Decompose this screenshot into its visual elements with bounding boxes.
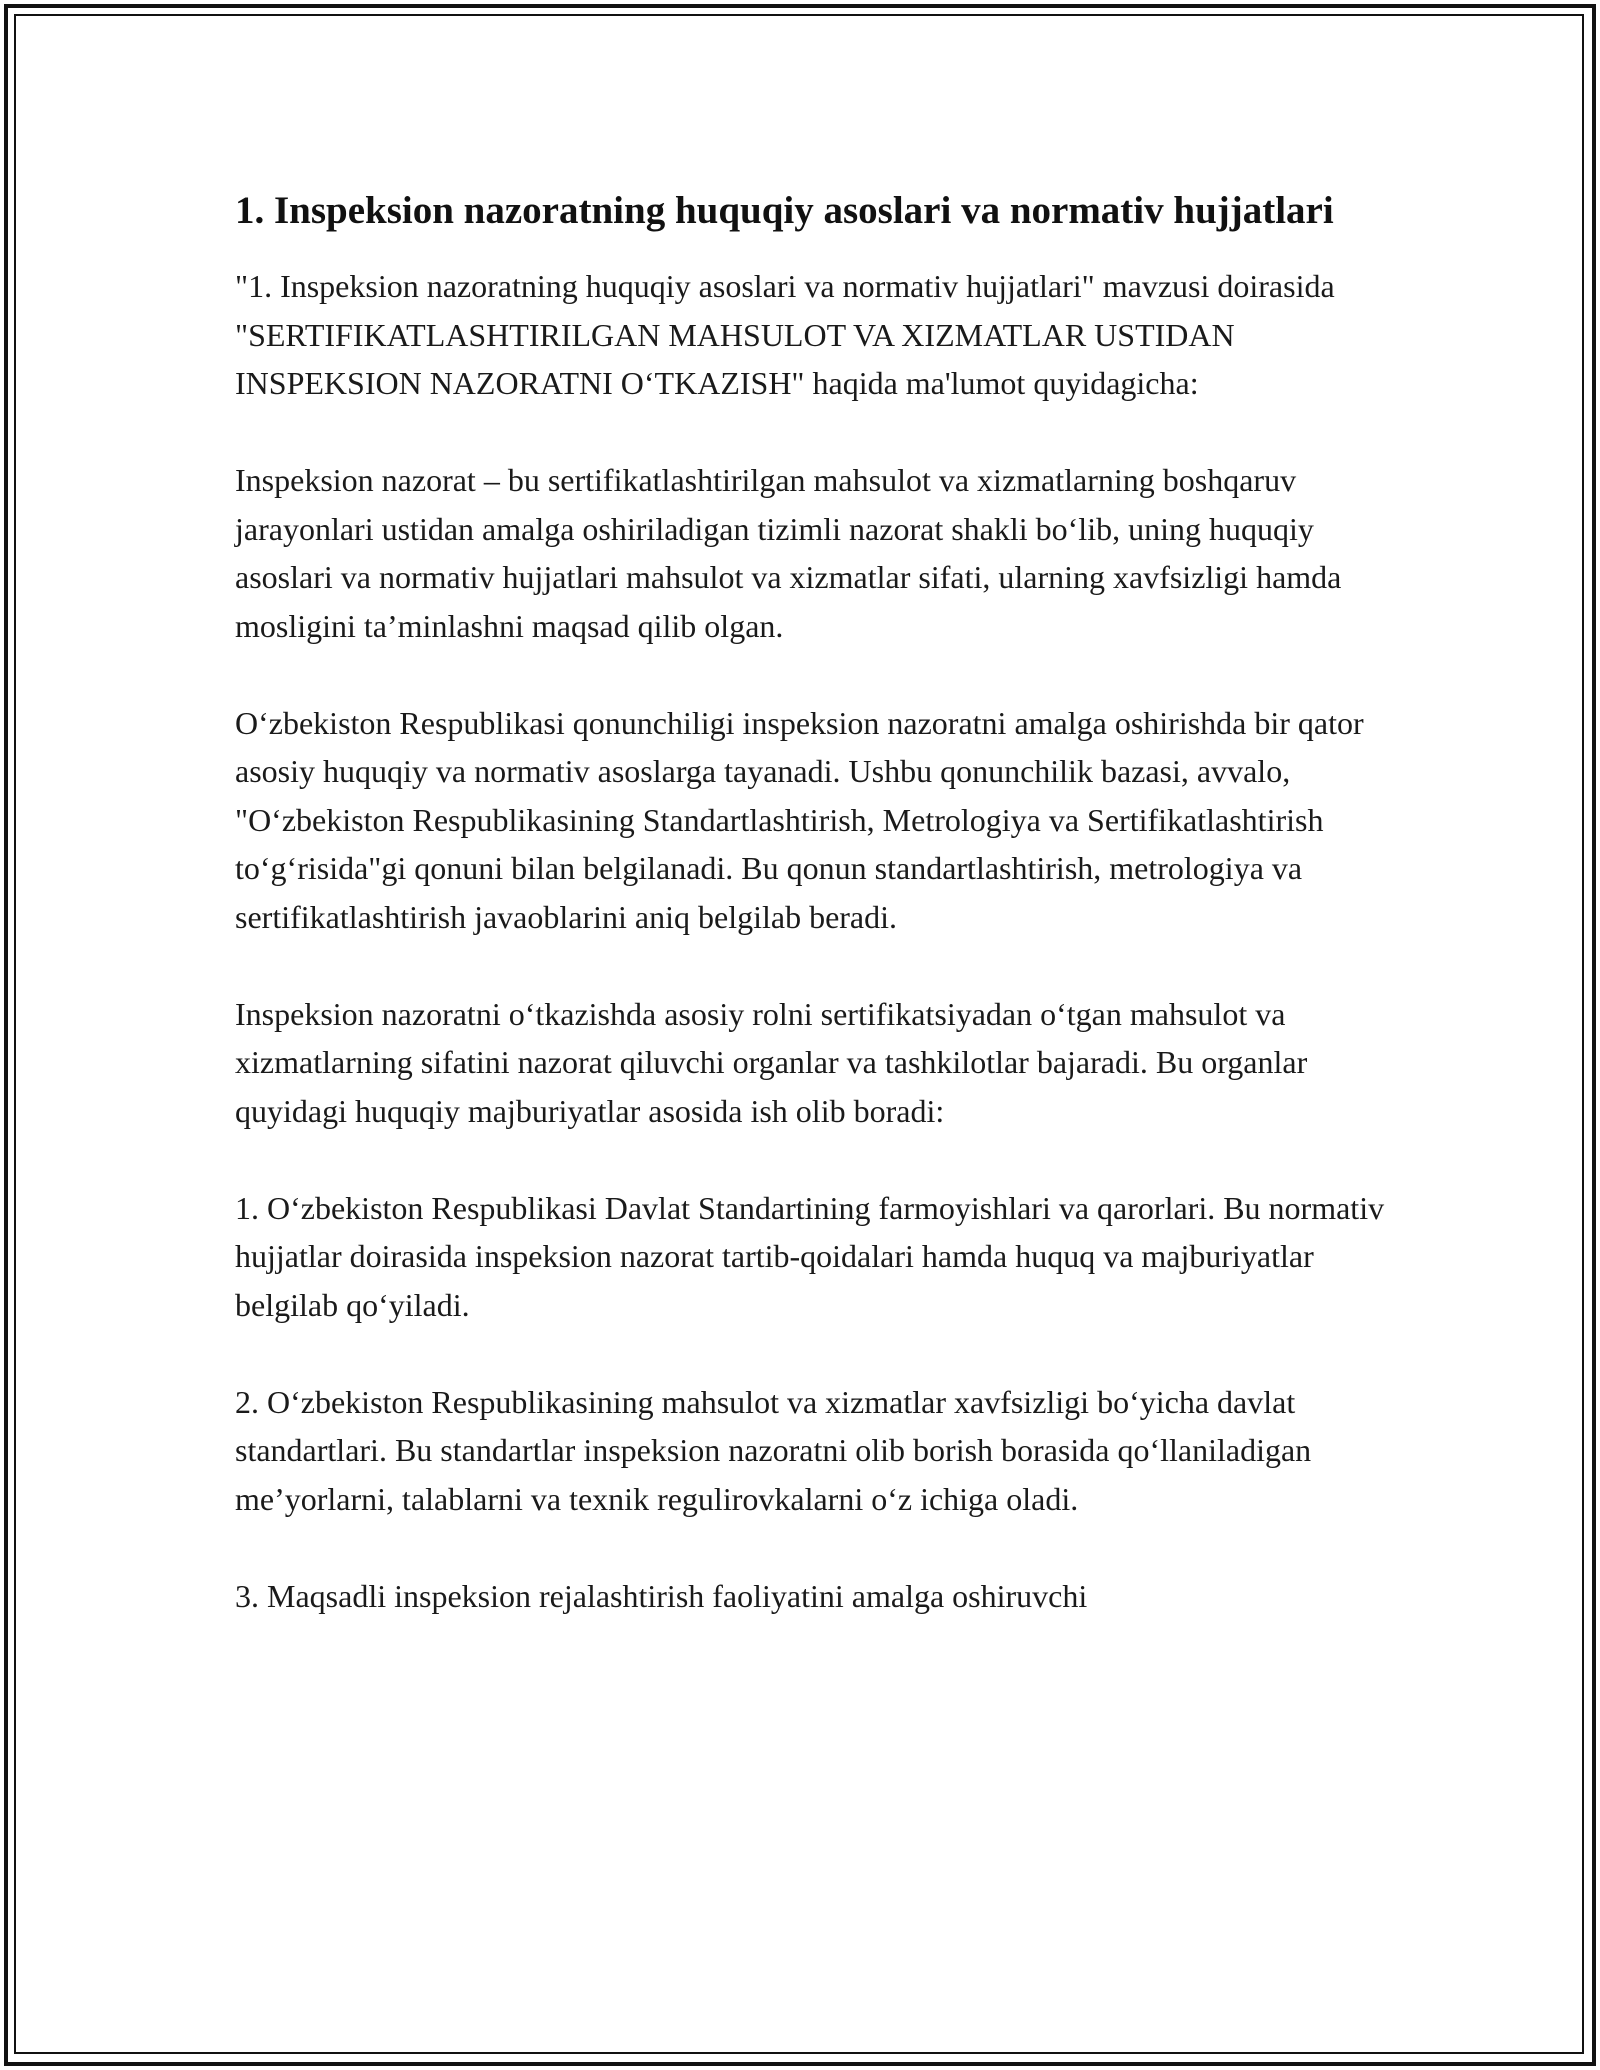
section-heading: 1. Inspeksion nazoratning huquqiy asoslari va normativ hujjatlari (235, 189, 1334, 232)
paragraph-legislation: O‘zbekiston Respublikasi qonunchiligi inspeksion nazoratni amalga oshirishda bir qator asosiy huquqiy va normativ asoslarga tayanadi. Ushbu qonunchilik bazasi, avvalo, "O‘zbekiston Respublikasining Standartlashtirish, Metrologiya va Sertifikatlashtirish to‘g‘risida"gi qonuni bilan belgilanadi. Bu qonun standartlashtirish, metrologiya va sertifikatlashtirish javaoblarini aniq belgilab beradi. (235, 704, 1364, 935)
document-page (235, 184, 1385, 1669)
paragraph-definition: Inspeksion nazorat – bu sertifikatlashtirilgan mahsulot va xizmatlarning boshqaruv jarayonlari ustidan amalga oshiriladigan tizimli nazorat shakli bo‘lib, uning huquqiy asoslari va normativ hujjatlari mahsulot va xizmatlar sifati, ularning xavfsizligi hamda mosligini ta’minlashni maqsad qilib olgan. (235, 462, 1342, 644)
list-item-1: 1. O‘zbekiston Respublikasi Davlat Standartining farmoyishlari va qarorlari. Bu normativ hujjatlar doirasida inspeksion nazorat tartib-qoidalari hamda huquq va majburiyatlar belgilab qo‘yiladi. (235, 1189, 1385, 1323)
paragraph-organs: Inspeksion nazoratni o‘tkazishda asosiy rolni sertifikatsiyadan o‘tgan mahsulot va xizmatlarning sifatini nazorat qiluvchi organlar va tashkilotlar bajaradi. Bu organlar quyidagi huquqiy majburiyatlar asosida ish olib boradi: (235, 995, 1308, 1129)
list-item-3: 3. Maqsadli inspeksion rejalashtirish faoliyatini amalga oshiruvchi (235, 1577, 1088, 1614)
list-item-2: 2. O‘zbekiston Respublikasining mahsulot va xizmatlar xavfsizligi bo‘yicha davlat standartlari. Bu standartlar inspeksion nazoratni olib borish borasida qo‘llaniladigan me’yorlarni, talablarni va texnik regulirovkalarni o‘z ichiga oladi. (235, 1383, 1312, 1517)
paragraph-intro: "1. Inspeksion nazoratning huquqiy asoslari va normativ hujjatlari" mavzusi doirasida "SERTIFIKATLASHTIRILGAN MAHSULOT VA XIZMATLAR USTIDAN INSPEKSION NAZORATNI O‘TKAZISH" haqida ma'lumot quyidagicha: (235, 268, 1335, 401)
